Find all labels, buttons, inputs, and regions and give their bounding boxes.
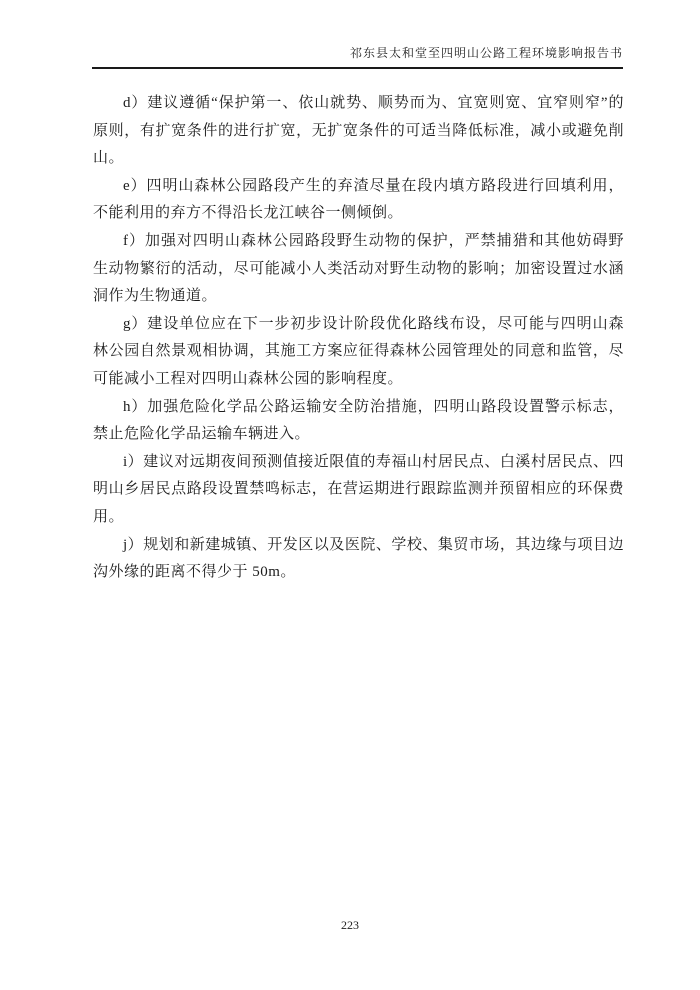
paragraph-h: h）加强危险化学品公路运输安全防治措施，四明山路段设置警示标志，禁止危险化学品运输车辆进入。: [93, 398, 624, 443]
paragraph-e: e）四明山森林公园路段产生的弃渣尽量在段内填方路段进行回填利用，不能利用的弃方不得沿长龙江峡谷一侧倾倒。: [93, 177, 624, 222]
document-body: [93, 90, 624, 587]
page-number: 223: [341, 918, 359, 932]
paragraph-g: g）建设单位应在下一步初步设计阶段优化路线布设，尽可能与四明山森林公园自然景观相协调，其施工方案应征得森林公园管理处的同意和监管，尽可能减小工程对四明山森林公园的影响程度。: [93, 315, 624, 387]
paragraph-f: f）加强对四明山森林公园路段野生动物的保护，严禁捕猎和其他妨碍野生动物繁衍的活动，尽可能减小人类活动对野生动物的影响；加密设置过水涵洞作为生物通道。: [93, 232, 624, 305]
page-header-title: 祁东县太和堂至四明山公路工程环境影响报告书: [92, 44, 623, 69]
paragraph-i: i）建议对远期夜间预测值接近限值的寿福山村居民点、白溪村居民点、四明山乡居民点路段设置禁鸣标志，在营运期进行跟踪监测并预留相应的环保费用。: [93, 453, 624, 525]
paragraph-d: d）建议遵循“保护第一、依山就势、顺势而为、宜宽则宽、宜窄则窄”的原则，有扩宽条件的进行扩宽，无扩宽条件的可适当降低标准，减小或避免削山。: [93, 95, 624, 167]
paragraph-j: j）规划和新建城镇、开发区以及医院、学校、集贸市场，其边缘与项目边沟外缘的距离不得少于 50m。: [93, 536, 624, 581]
